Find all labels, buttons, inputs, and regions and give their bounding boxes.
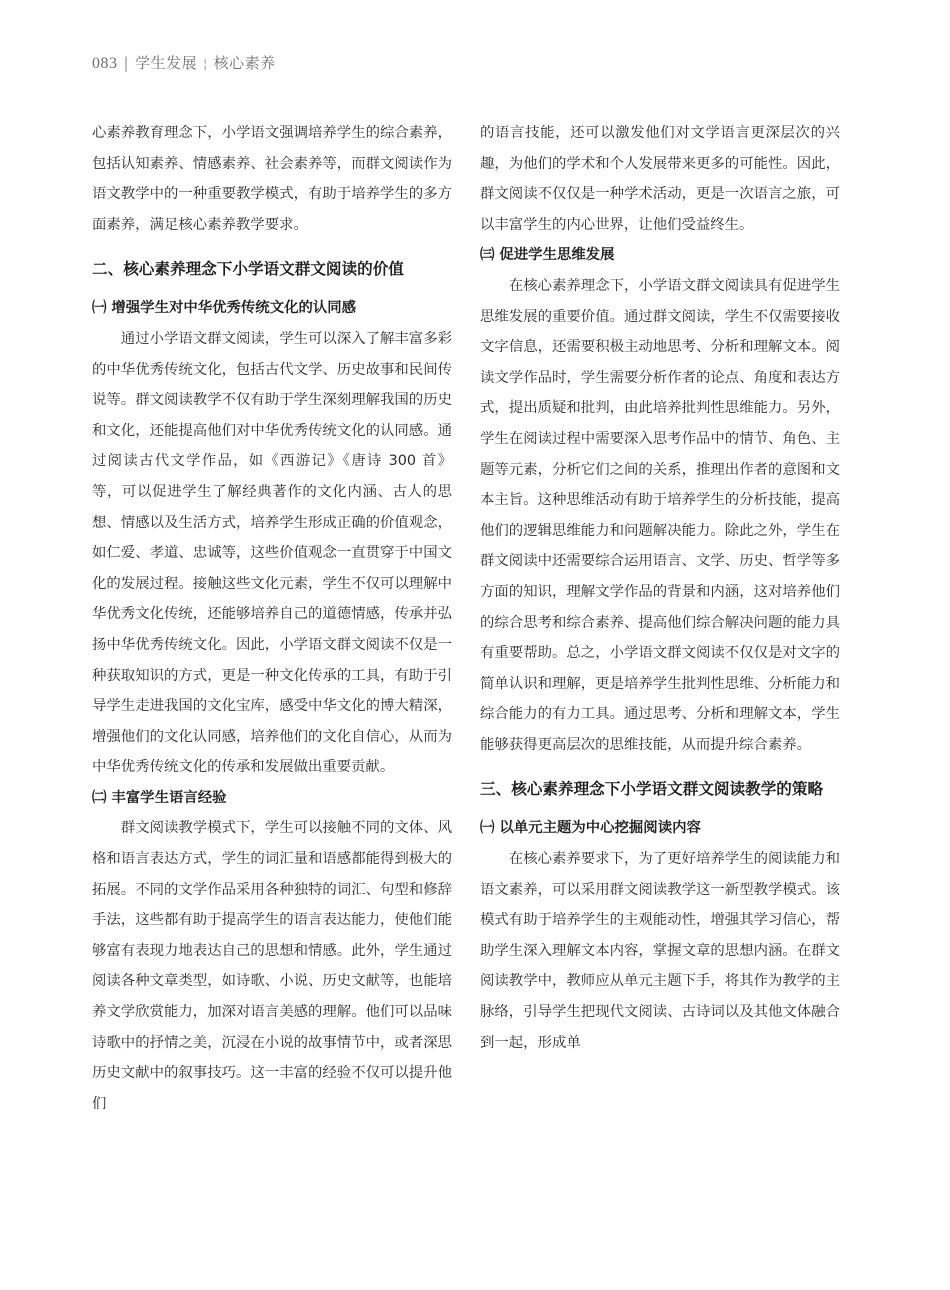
continued-paragraph: 的语言技能，还可以激发他们对文学语言更深层次的兴趣，为他们的学术和个人发展带来更多的可能性。因此，群文阅读不仅仅是一种学术活动，更是一次语言之旅，可以丰富学生的内心世界，让他们受益终生。 <box>480 125 840 233</box>
section-3-heading: 三、核心素养理念下小学语文群文阅读教学的策略 <box>480 780 824 799</box>
subsection-2-heading: ㈡ 丰富学生语言经验 <box>92 789 227 806</box>
running-header <box>92 52 276 73</box>
header-subsection: 核心素养 <box>213 54 276 72</box>
subsection-4-paragraph: 在核心素养要求下，为了更好培养学生的阅读能力和语文素养，可以采用群文阅读教学这一新型教学模式。该模式有助于培养学生的主观能动性，增强其学习信心，帮助学生深入理解文本内容，掌握文章的思想内涵。在群文阅读教学中，教师应从单元主题下手，将其作为教学的主脉络，引导学生把现代文阅读、古诗词以及其他文体融合到一起，形成单 <box>480 851 840 1051</box>
page-number: 083 <box>92 55 118 72</box>
subsection-1-heading: ㈠ 增强学生对中华优秀传统文化的认同感 <box>92 300 357 317</box>
subsection-3-paragraph: 在核心素养理念下，小学语文群文阅读具有促进学生思维发展的重要价值。通过群文阅读，学生不仅需要接收文字信息，还需要积极主动地思考、分析和理解文本。阅读文学作品时，学生需要分析作者的论点、角度和表达方式，提出质疑和批判，由此培养批判性思维能力。另外，学生在阅读过程中需要深入思考作品中的情节、角色、主题等元素，分析它们之间的关系，推理出作者的意图和文本主旨。这种思维活动有助于培养学生的分析技能，提高他们的逻辑思维能力和问题解决能力。除此之外，学生在群文阅读中还需要综合运用语言、文学、历史、哲学等多方面的知识，理解文学作品的背景和内涵，这对培养他们的综合思考和综合素养、提高他们综合解决问题的能力具有重要帮助。总之，小学语文群文阅读不仅仅是对文字的简单认识和理解，更是培养学生批判性思维、分析能力和综合能力的有力工具。通过思考、分析和理解文本，学生能够获得更高层次的思维技能，从而提升综合素养。 <box>480 277 840 753</box>
section-2-heading: 二、核心素养理念下小学语文群文阅读的价值 <box>92 260 404 279</box>
header-separator: | <box>123 54 130 72</box>
header-divider: ¦ <box>203 57 208 71</box>
right-column <box>480 118 840 1058</box>
header-section: 学生发展 <box>135 54 198 72</box>
left-column <box>92 118 452 1119</box>
subsection-3-heading: ㈢ 促进学生思维发展 <box>480 247 615 264</box>
subsection-1-paragraph: 通过小学语文群文阅读，学生可以深入了解丰富多彩的中华优秀传统文化，包括古代文学、历史故事和民间传说等。群文阅读教学不仅有助于学生深刻理解我国的历史和文化，还能提高他们对中华优秀传统文化的认同感。通过阅读古代文学作品，如《西游记》《唐诗 300 首》等，可以促进学生了解经典著作的文化内涵、古人的思想、情感以及生活方式，培养学生形成正确的价值观念，如仁爱、孝道、忠诚等，这些价值观念一直贯穿于中国文化的发展过程。接触这些文化元素，学生不仅可以理解中华优秀文化传统，还能够培养自己的道德情感，传承并弘扬中华优秀传统文化。因此，小学语文群文阅读不仅是一种获取知识的方式，更是一种文化传承的工具，有助于引导学生走进我国的文化宝库，感受中华文化的博大精深，增强他们的文化认同感，培养他们的文化自信心，从而为中华优秀传统文化的传承和发展做出重要贡献。 <box>92 330 452 776</box>
intro-paragraph: 心素养教育理念下，小学语文强调培养学生的综合素养，包括认知素养、情感素养、社会素养等，而群文阅读作为语文教学中的一种重要教学模式，有助于培养学生的多方面素养，满足核心素养教学要求。 <box>92 125 452 233</box>
subsection-2-paragraph: 群文阅读教学模式下，学生可以接触不同的文体、风格和语言表达方式，学生的词汇量和语感都能得到极大的拓展。不同的文学作品采用各种独特的词汇、句型和修辞手法，这些都有助于提高学生的语言表达能力，使他们能够富有表现力地表达自己的思想和情感。此外，学生通过阅读各种文章类型，如诗歌、小说、历史文献等，也能培养文学欣赏能力，加深对语言美感的理解。他们可以品味诗歌中的抒情之美，沉浸在小说的故事情节中，或者深思历史文献中的叙事技巧。这一丰富的经验不仅可以提升他们 <box>92 820 452 1112</box>
subsection-4-heading: ㈠ 以单元主题为中心挖掘阅读内容 <box>480 820 701 837</box>
